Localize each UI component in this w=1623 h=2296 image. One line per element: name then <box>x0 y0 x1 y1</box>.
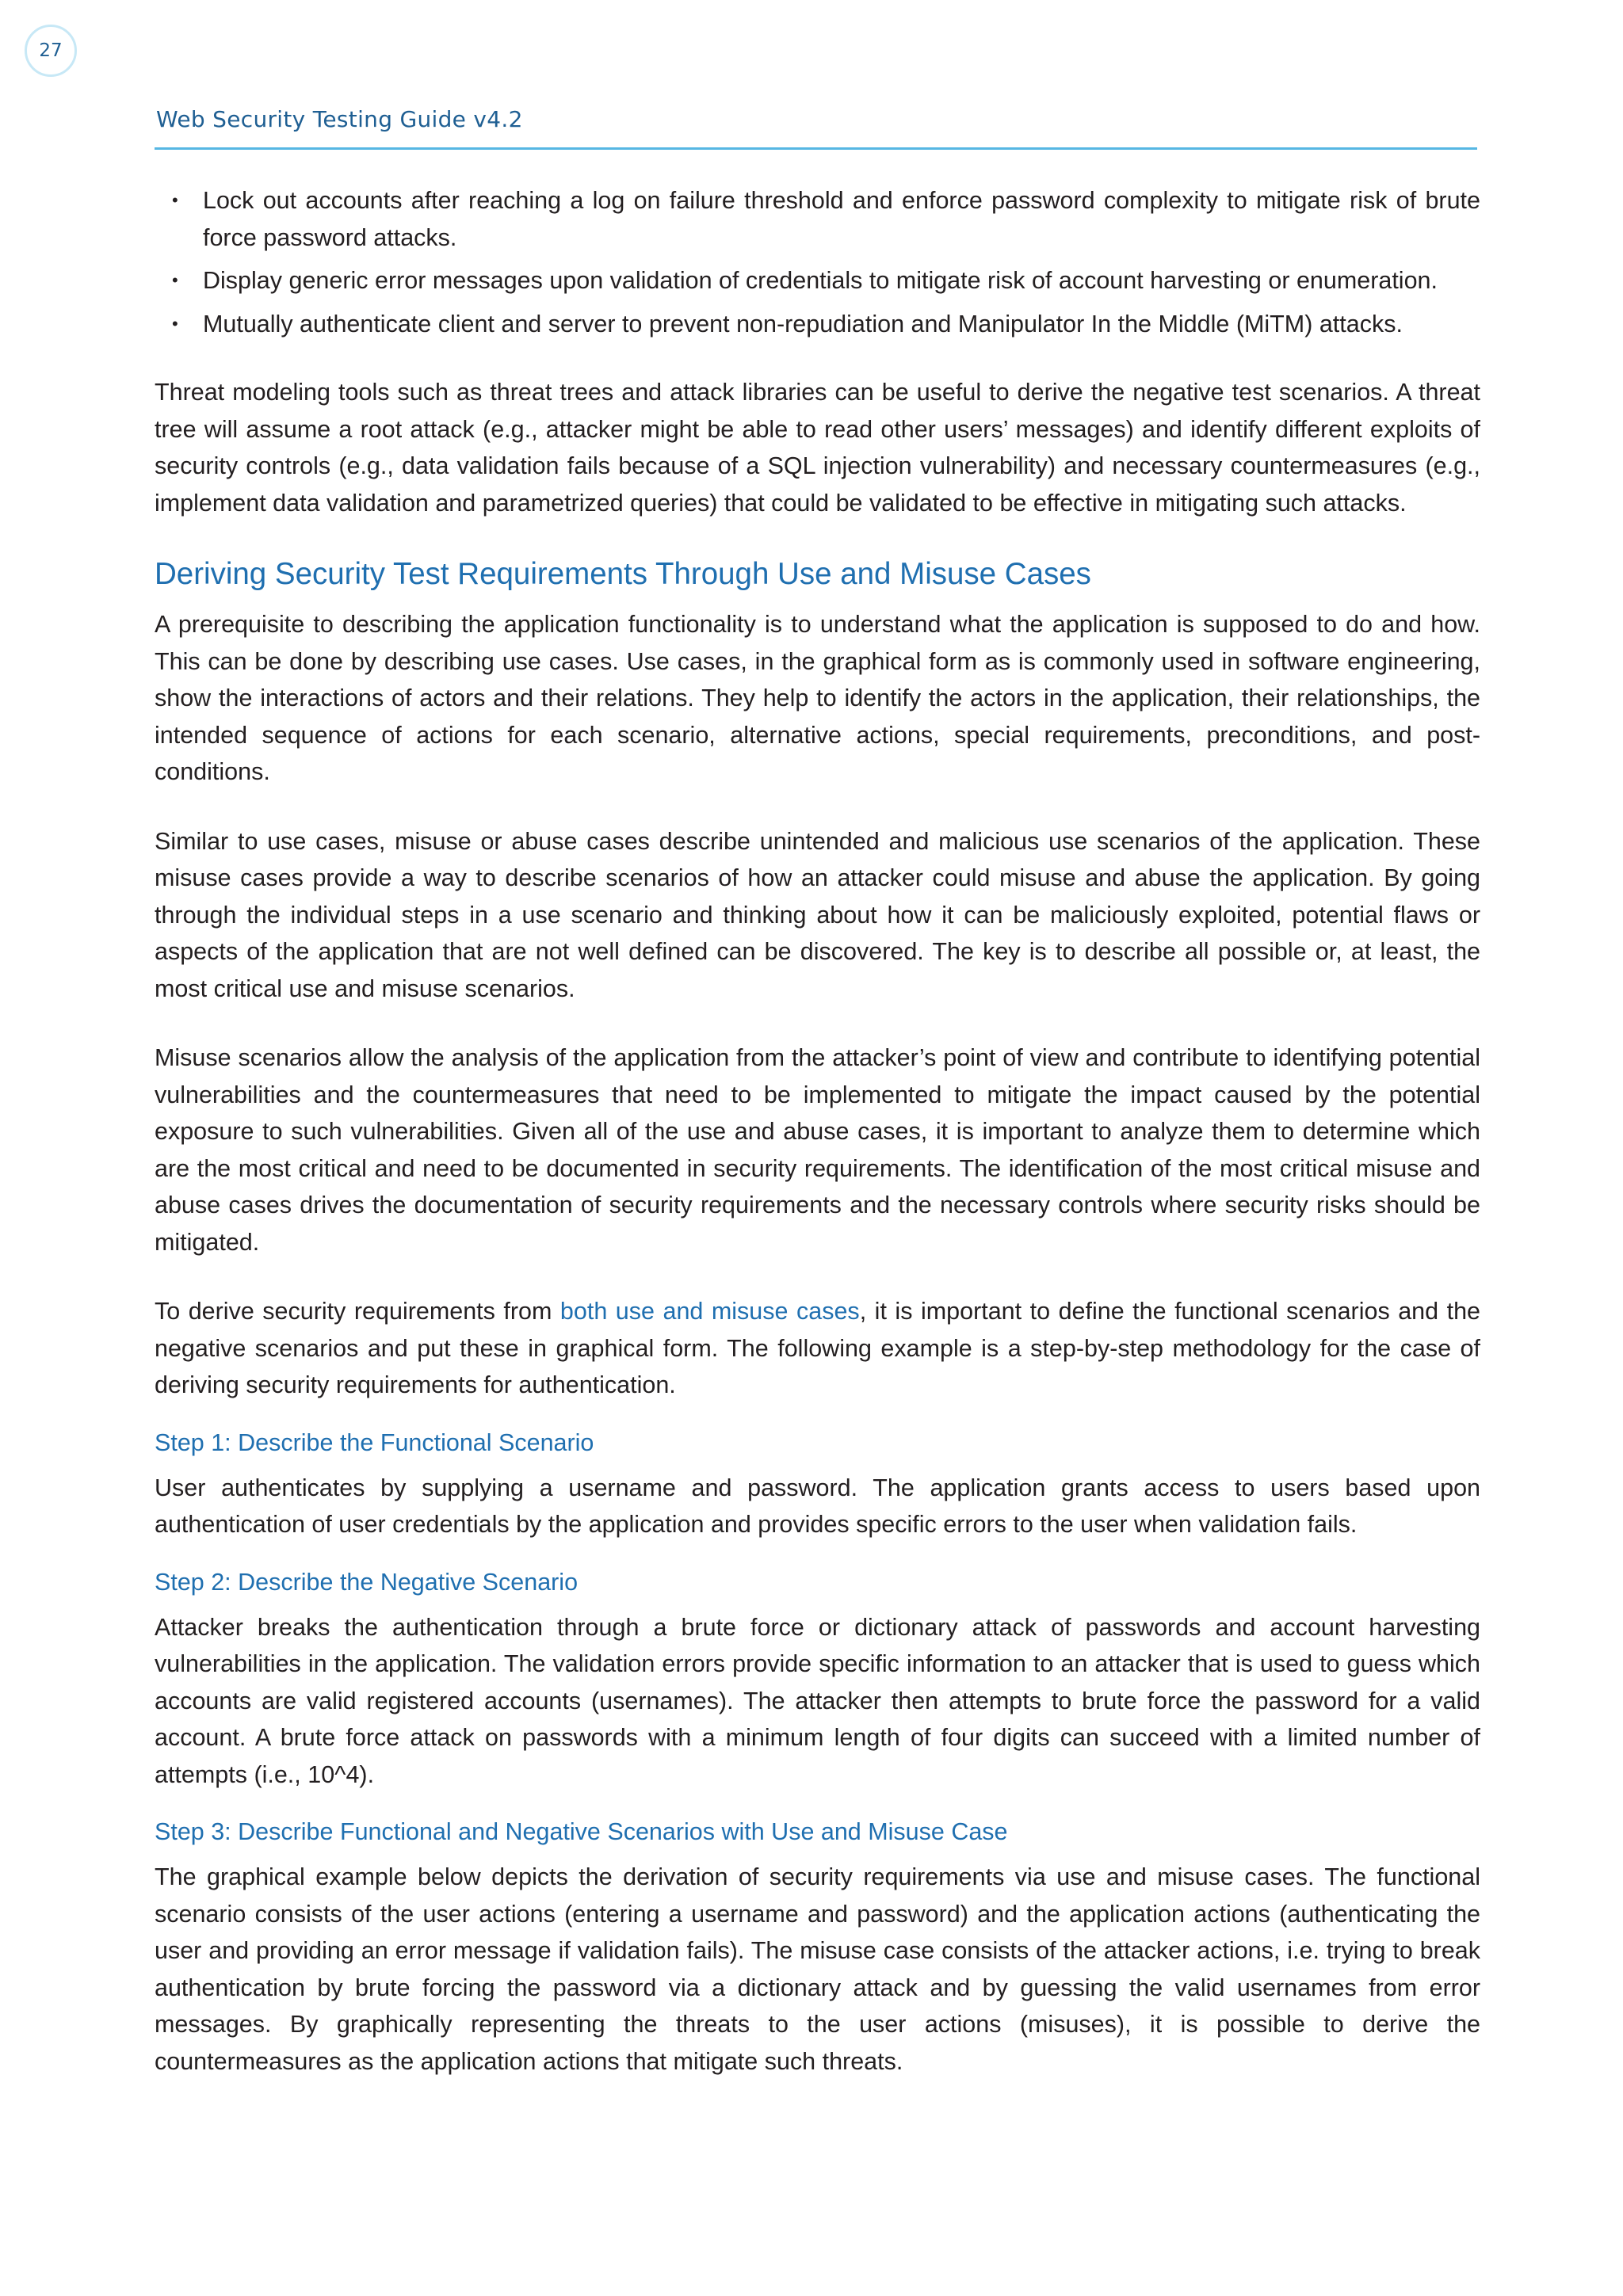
bullet-marker: • <box>172 190 178 210</box>
bullet-item <box>155 182 1480 256</box>
derive-text-before: To derive security requirements from <box>155 1298 560 1325</box>
bullet-item <box>155 262 1480 299</box>
page-content <box>155 182 1480 2100</box>
bullet-text: Lock out accounts after reaching a log on failure threshold and enforce password complexity to mitigate risk of brute force password attacks. <box>203 187 1480 251</box>
running-header: Web Security Testing Guide v4.2 <box>156 106 523 132</box>
misuse-cases-paragraph: Similar to use cases, misuse or abuse cases describe unintended and malicious use scenarios of the application. These misuse cases provide a way to describe scenarios of how an attacker could misuse and abuse the application. By going through the individual steps in a use scenario and thinking about how it can be maliciously exploited, potential flaws or aspects of the application that are not well defined can be discovered. The key is to describe all possible or, at least, the most critical use and misuse scenarios. <box>155 827 1480 1002</box>
step-2-body: Attacker breaks the authentication through a brute force or dictionary attack of passwords and account harvesting vulnerabilities in the application. The validation errors provide specific information to an attacker that is used to guess which accounts are valid registered accounts (usernames). The attacker then attempts to brute force the password for a valid account. A brute force attack on passwords with a minimum length of four digits can succeed with a limited number of attempts (i.e., 10^4). <box>155 1613 1480 1788</box>
step-2-heading: Step 2: Describe the Negative Scenario <box>155 1568 579 1596</box>
mitigation-bullet-list <box>155 182 1480 342</box>
bullet-item <box>155 306 1480 343</box>
derive-text-after: , it is important to define the functional scenarios and the negative scenarios and put these in graphical form. The following example is a step-by-step methodology for the case of deriving security requirements for authentication. <box>155 1298 1481 1398</box>
step-1-body: User authenticates by supplying a username and password. The application grants access to users based upon authentication of user credentials by the application and provides specific errors to the user when validation fails. <box>155 1474 1480 1538</box>
derive-requirements-paragraph <box>155 1293 1480 1404</box>
misuse-scenarios-paragraph: Misuse scenarios allow the analysis of the application from the attacker’s point of view and contribute to identifying potential vulnerabilities and the countermeasures that need to be implemented to mitigate the impact caused by the potential exposure to such vulnerabilities. Given all of the use and abuse cases, it is important to analyze them to determine which are the most critical and need to be documented in security requirements. The identification of the most critical misuse and abuse cases drives the documentation of security requirements and the necessary controls where security risks should be mitigated. <box>155 1044 1480 1256</box>
bullet-marker: • <box>172 313 178 334</box>
step-1-heading: Step 1: Describe the Functional Scenario <box>155 1428 594 1456</box>
threat-modeling-paragraph: Threat modeling tools such as threat trees and attack libraries can be useful to derive the negative test scenarios. A threat tree will assume a root attack (e.g., attacker might be able to read other users’ messages) and identify different exploits of security controls (e.g., data validation fails because of a SQL injection vulnerability) and necessary countermeasures (e.g., implement data validation and parametrized queries) that could be validated to be effective in mitigating such attacks. <box>155 379 1480 517</box>
use-cases-paragraph: A prerequisite to describing the application functionality is to understand what the application is supposed to do and how. This can be done by describing use cases. Use cases, in the graphical form as is commonly used in software engineering, show the interactions of actors and their relations. They help to identify the actors in the application, their relationships, the intended sequence of actions for each scenario, alternative actions, special requirements, preconditions, and post-conditions. <box>155 611 1480 785</box>
step-3-heading: Step 3: Describe Functional and Negative Scenarios with Use and Misuse Case <box>155 1818 1008 1845</box>
header-divider <box>155 147 1477 150</box>
bullet-marker: • <box>172 270 178 290</box>
bullet-text: Mutually authenticate client and server to prevent non-repudiation and Manipulator In the Middle (MiTM) attacks. <box>203 310 1403 338</box>
bullet-text: Display generic error messages upon validation of credentials to mitigate risk of account harvesting or enumeration. <box>203 267 1438 294</box>
page-number: 27 <box>25 25 77 77</box>
use-misuse-cases-link[interactable]: both use and misuse cases <box>559 1298 860 1325</box>
section-heading: Deriving Security Test Requirements Through Use and Misuse Cases <box>155 557 1091 591</box>
step-3-body: The graphical example below depicts the derivation of security requirements via use and misuse cases. The functional scenario consists of the user actions (entering a username and password) and the application actions (authenticating the user and providing an error message if validation fails). The misuse case consists of the attacker actions, i.e. trying to break authentication by brute forcing the password via a dictionary attack and by guessing the valid usernames from error messages. By graphically representing the threats to the user actions (misuses), it is possible to derive the countermeasures as the application actions that mitigate such threats. <box>155 1863 1480 2075</box>
